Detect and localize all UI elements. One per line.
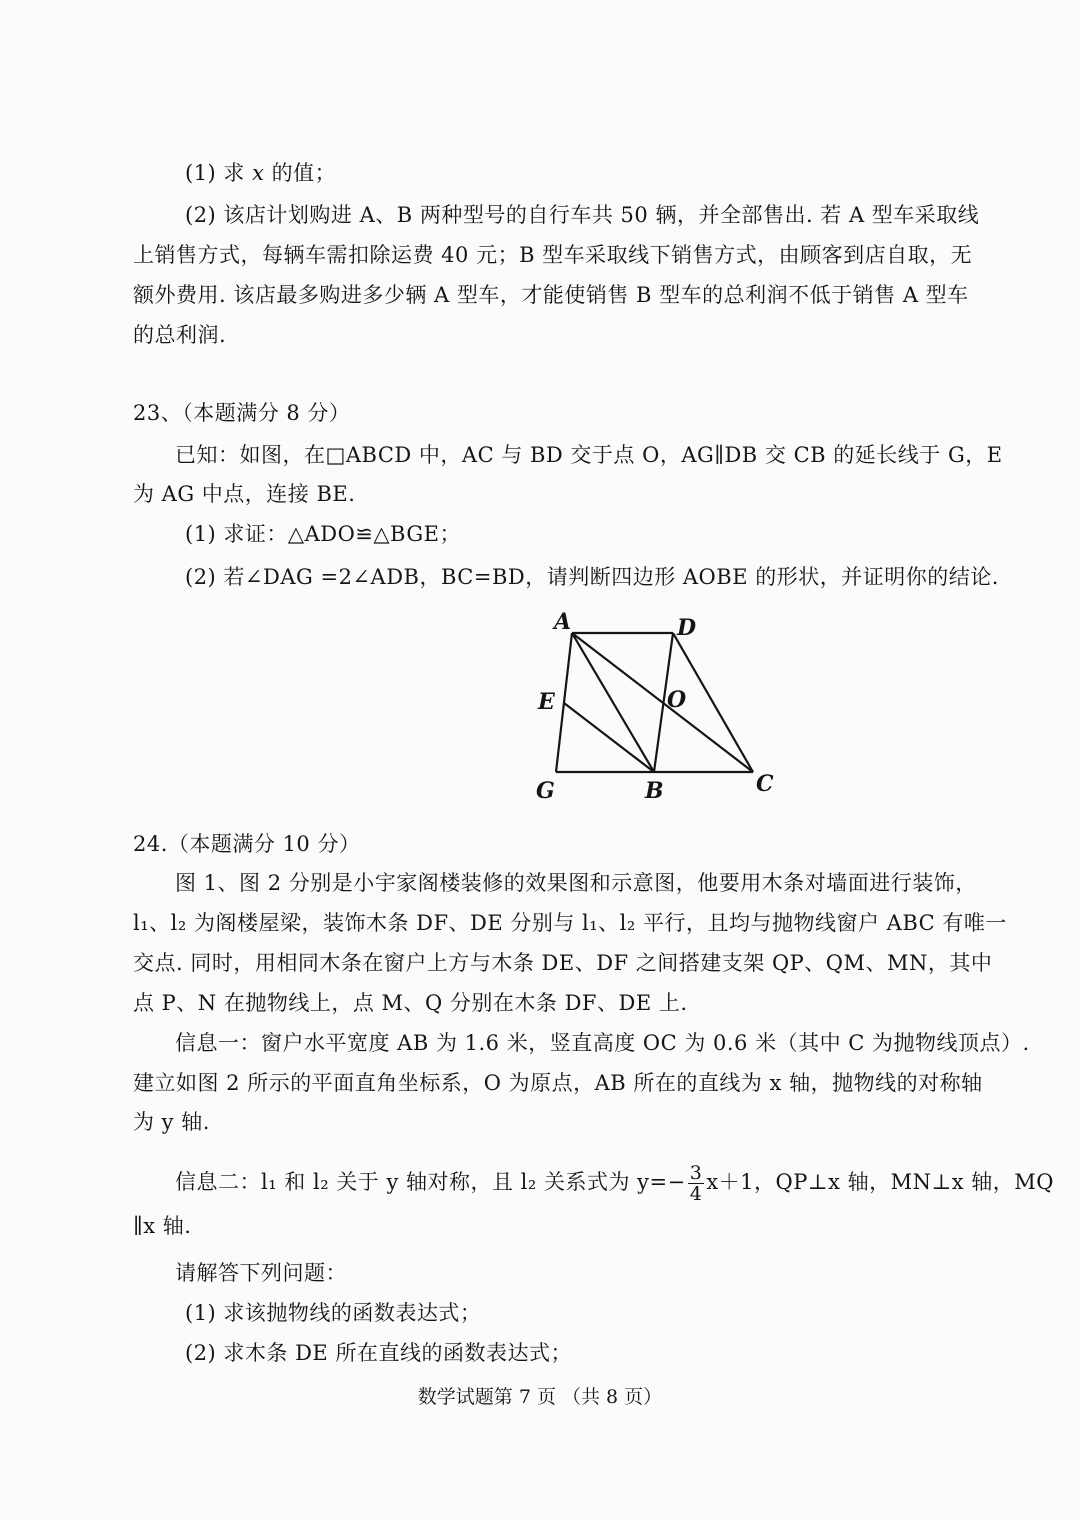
q22-part2-line3: 额外费用. 该店最多购进多少辆 A 型车，才能使销售 B 型车的总利润不低于销售 A 型车 <box>133 283 969 307</box>
label-C: C <box>756 771 774 797</box>
q23-part1: (1) 求证：△ADO≌△BGE； <box>185 522 461 546</box>
segment-AG <box>556 633 572 772</box>
parallelogram-figure <box>520 605 810 810</box>
q24-intro-line2: l₁、l₂ 为阁楼屋梁，装饰木条 DF、DE 分别与 l₁、l₂ 平行，且均与抛物线窗户 ABC 有唯一 <box>133 911 1007 935</box>
q22-part1: (1) 求 x 的值； <box>185 161 337 185</box>
q24-info1-line2: 建立如图 2 所示的平面直角坐标系，O 为原点，AB 所在的直线为 x 轴，抛物线的对称轴 <box>133 1071 983 1095</box>
label-B: B <box>645 778 664 804</box>
q24-ask: 请解答下列问题： <box>175 1261 347 1285</box>
label-G: G <box>536 778 555 804</box>
q24-intro-line3: 交点. 同时，用相同木条在窗户上方与木条 DE、DF 之间搭建支架 QP、QM、MN，其中 <box>133 951 993 975</box>
segment-AB <box>572 633 654 772</box>
q24-part1: (1) 求该抛物线的函数表达式； <box>185 1301 482 1325</box>
q22-part2-line2: 上销售方式，每辆车需扣除运费 40 元；B 型车采取线下销售方式，由顾客到店自取，无 <box>133 243 973 267</box>
q23-given-line1: 已知：如图，在□ABCD 中，AC 与 BD 交于点 O，AG∥DB 交 CB 的延长线于 G，E <box>175 443 1003 467</box>
segment-EB <box>564 703 654 772</box>
q24-info2-line1: 信息二：l₁ 和 l₂ 关于 y 轴对称，且 l₂ 关系式为 y=− $\frac{3}{4}$ x＋1，QP⊥x 轴，MN⊥x 轴，MQ <box>175 1162 1055 1205</box>
q23-header: 23、（本题满分 8 分） <box>133 401 351 425</box>
label-A: A <box>554 609 572 635</box>
q23-given-line2: 为 AG 中点，连接 BE. <box>133 482 356 506</box>
q24-intro-line4: 点 P、N 在抛物线上，点 M、Q 分别在木条 DF、DE 上. <box>133 991 688 1015</box>
q24-info1-line3: 为 y 轴. <box>133 1110 210 1134</box>
q22-part2-line1: (2) 该店计划购进 A、B 两种型号的自行车共 50 辆，并全部售出. 若 A 型车采取线 <box>185 203 980 227</box>
label-E: E <box>538 689 555 715</box>
q24-info1-line1: 信息一：窗户水平宽度 AB 为 1.6 米，竖直高度 OC 为 0.6 米（其中 C 为抛物线顶点）. <box>175 1031 1030 1055</box>
label-O: O <box>667 687 687 713</box>
q24-header: 24.（本题满分 10 分） <box>133 832 361 856</box>
q24-part2: (2) 求木条 DE 所在直线的函数表达式； <box>185 1341 572 1365</box>
fraction-three-quarters: $\frac{3}{4}$ <box>689 1162 703 1205</box>
q23-part2: (2) 若∠DAG =2∠ADB，BC=BD，请判断四边形 AOBE 的形状，并证明你的结论. <box>185 565 999 589</box>
page-footer: 数学试题第 7 页 （共 8 页） <box>417 1386 663 1408</box>
label-D: D <box>677 615 697 641</box>
q24-intro-line1: 图 1、图 2 分别是小宇家阁楼装修的效果图和示意图，他要用木条对墙面进行装饰， <box>175 871 977 895</box>
q24-info2-line2: ∥x 轴. <box>133 1214 192 1238</box>
q22-part2-line4: 的总利润. <box>133 323 227 347</box>
